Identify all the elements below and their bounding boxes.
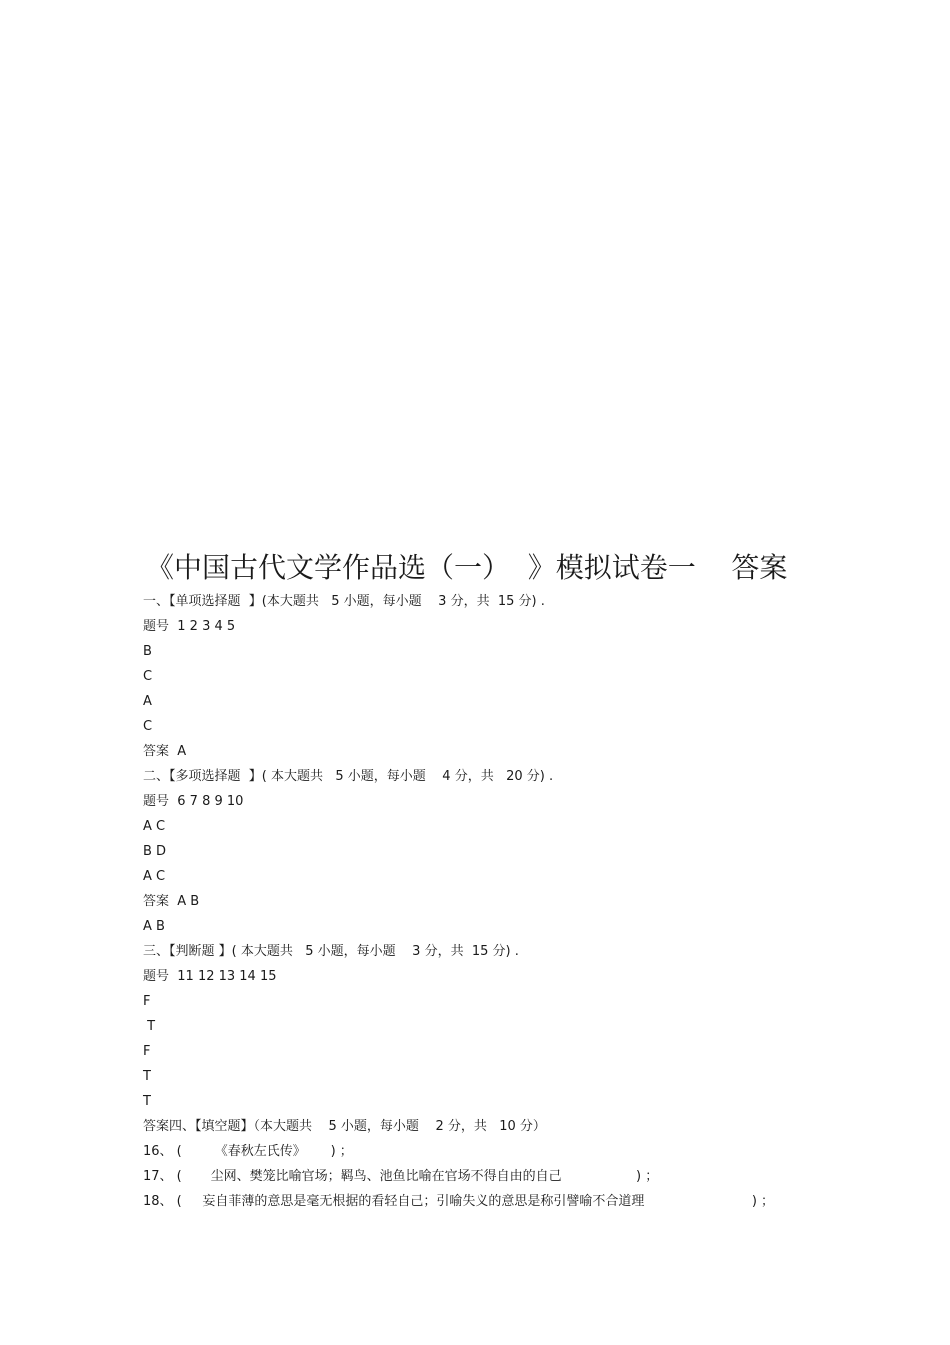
answer-line: C [143, 719, 153, 734]
fill-blank-answer: 17、 ( 尘网、樊笼比喻官场；羁鸟、池鱼比喻在官场不得自由的自己 ) ； [143, 1169, 659, 1184]
answer-line: T [143, 1069, 151, 1084]
question-numbers: 题号 1 2 3 4 5 [143, 619, 236, 634]
section-heading: 一、【单项选择题 】(本大题共 5 小题，每小题 3 分，共 15 分) . [143, 594, 545, 609]
answer-body [143, 592, 843, 1217]
answer-line: C [143, 669, 153, 684]
answer-line: B [143, 644, 152, 659]
question-numbers: 题号 11 12 13 14 15 [143, 969, 277, 984]
document-title: 《中国古代文学作品选（一） 》模拟试卷一 答案 [146, 551, 788, 584]
answer-line: A C [143, 819, 166, 834]
answer-line: F [143, 1044, 151, 1059]
answer-line: T [143, 1094, 151, 1109]
answer-line: 答案 A [143, 744, 187, 759]
answer-line: A B [143, 919, 165, 934]
section-heading: 答案四、【填空题】（本大题共 5 小题，每小题 2 分，共 10 分） [143, 1119, 546, 1134]
answer-line: A [143, 694, 152, 709]
answer-line: F [143, 994, 151, 1009]
fill-blank-answer: 18、 ( 妄自菲薄的意思是毫无根据的看轻自己；引喻失义的意思是称引譬喻不合道理 ) ； [143, 1194, 775, 1209]
answer-line: B D [143, 844, 167, 859]
section-heading: 三、【判断题 】( 本大题共 5 小题，每小题 3 分，共 15 分) . [143, 944, 519, 959]
section-heading: 二、【多项选择题 】( 本大题共 5 小题，每小题 4 分，共 20 分) . [143, 769, 554, 784]
answer-line: A C [143, 869, 166, 884]
answer-line: 答案 A B [143, 894, 200, 909]
answer-line: T [143, 1019, 156, 1034]
fill-blank-answer: 16、 ( 《春秋左氏传》 ) ； [143, 1144, 353, 1159]
question-numbers: 题号 6 7 8 9 10 [143, 794, 244, 809]
